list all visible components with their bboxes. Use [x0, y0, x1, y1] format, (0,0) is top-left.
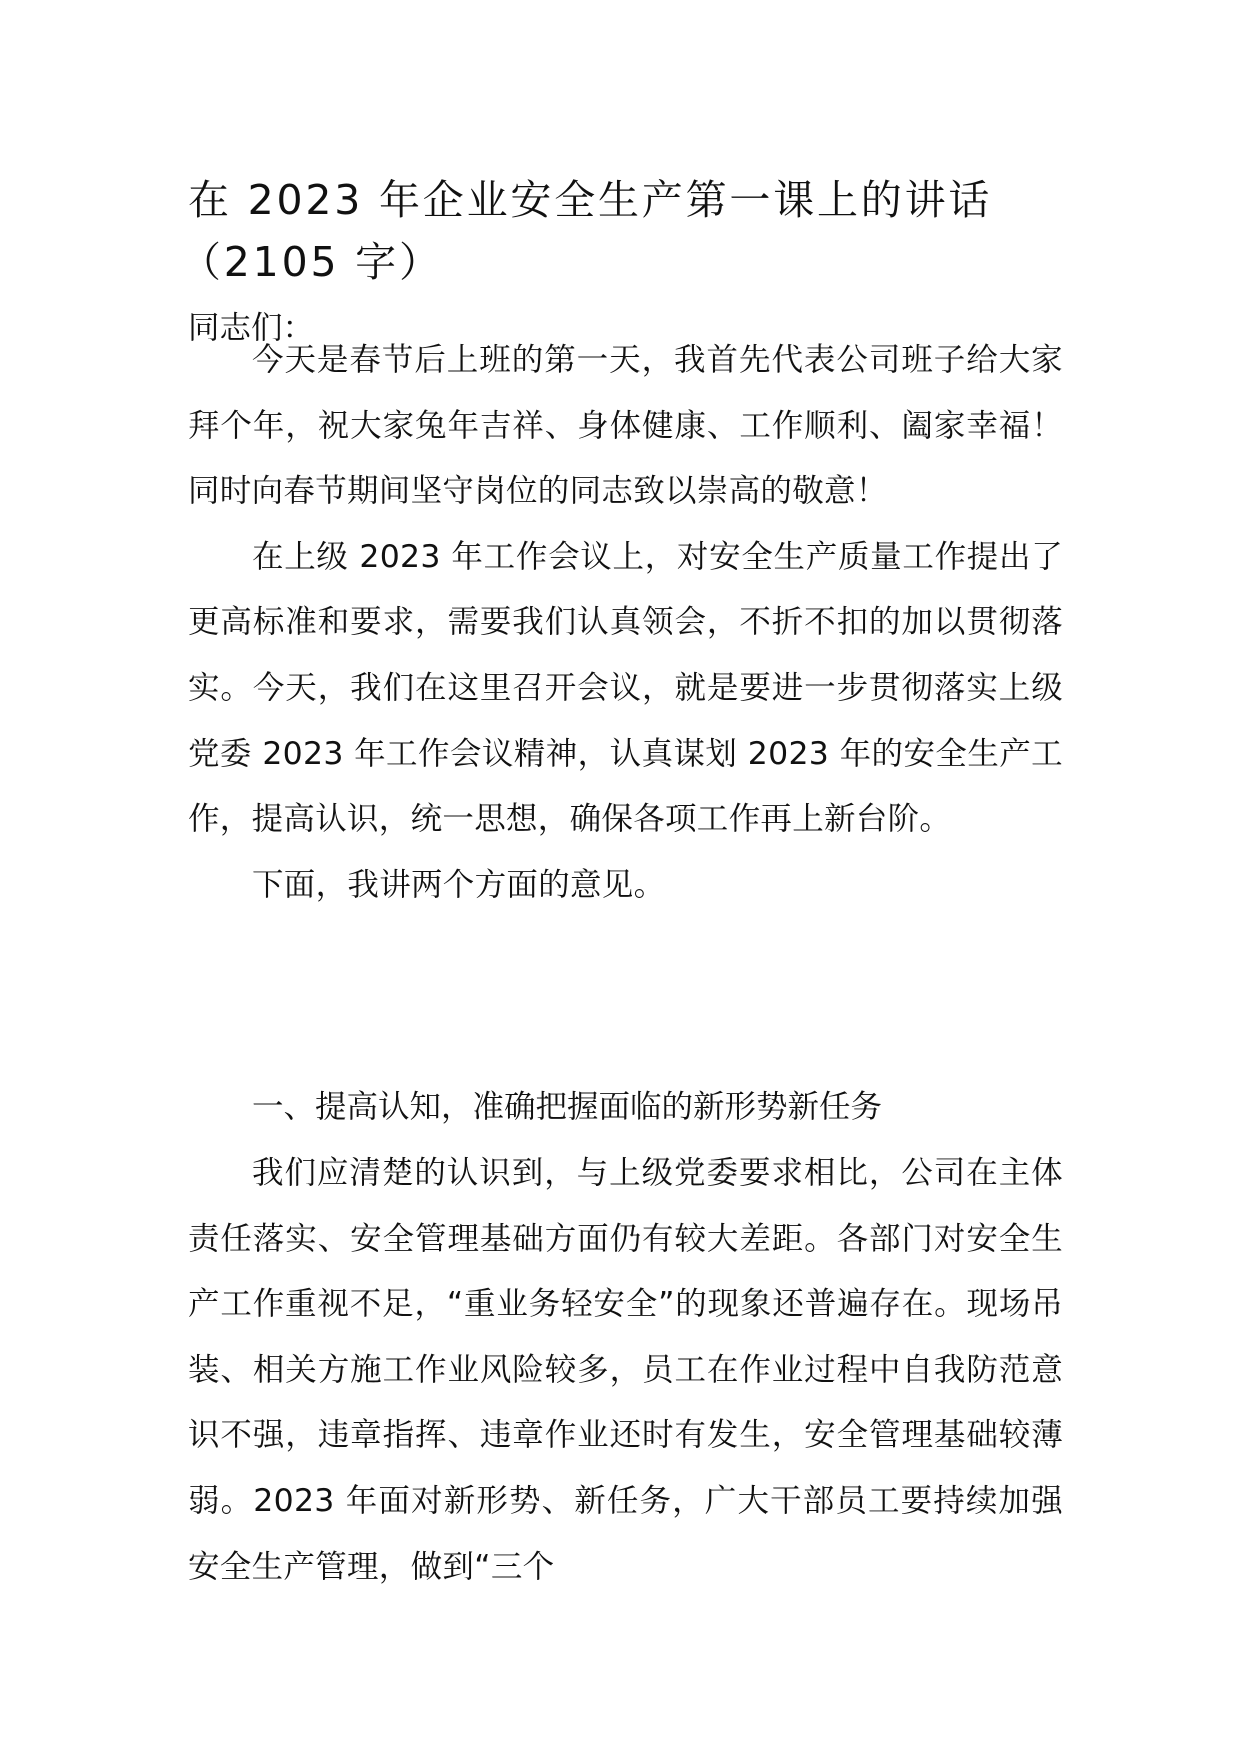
document-title-line-1: 在 2023 年企业安全生产第一课上的讲话	[188, 176, 993, 224]
section-body	[188, 1141, 1063, 1600]
paragraph-situation: 我们应清楚的认识到，与上级党委要求相比，公司在主体责任落实、安全管理基础方面仍有较大差距。各部门对安全生产工作重视不足，“重业务轻安全”的现象还普遍存在。现场吊装、相关方施工作业风险较多，员工在作业过程中自我防范意识不强，违章指挥、违章作业还时有发生，安全管理基础较薄弱。2023 年面对新形势、新任务，广大干部员工要持续加强安全生产管理，做到“三个	[188, 1155, 1063, 1585]
document-title-line-2: （2105 字）	[180, 238, 443, 286]
intro-body	[188, 328, 1063, 918]
section-heading: 一、提高认知，准确把握面临的新形势新任务	[252, 1089, 883, 1125]
paragraph-meeting: 在上级 2023 年工作会议上，对安全生产质量工作提出了更高标准和要求，需要我们认真领会，不折不扣的加以贯彻落实。今天，我们在这里召开会议，就是要进一步贯彻落实上级党委 2023 年工作会议精神，认真谋划 2023 年的安全生产工作，提高认识，统一思想，确保各项工作再上新台阶。	[188, 538, 1063, 838]
paragraph-greeting: 今天是春节后上班的第一天，我首先代表公司班子给大家拜个年，祝大家兔年吉祥、身体健康、工作顺利、阖家幸福！同时向春节期间坚守岗位的同志致以崇高的敬意！	[188, 342, 1063, 510]
paragraph-outline: 下面，我讲两个方面的意见。	[252, 866, 666, 903]
salutation: 同志们：	[188, 310, 315, 346]
